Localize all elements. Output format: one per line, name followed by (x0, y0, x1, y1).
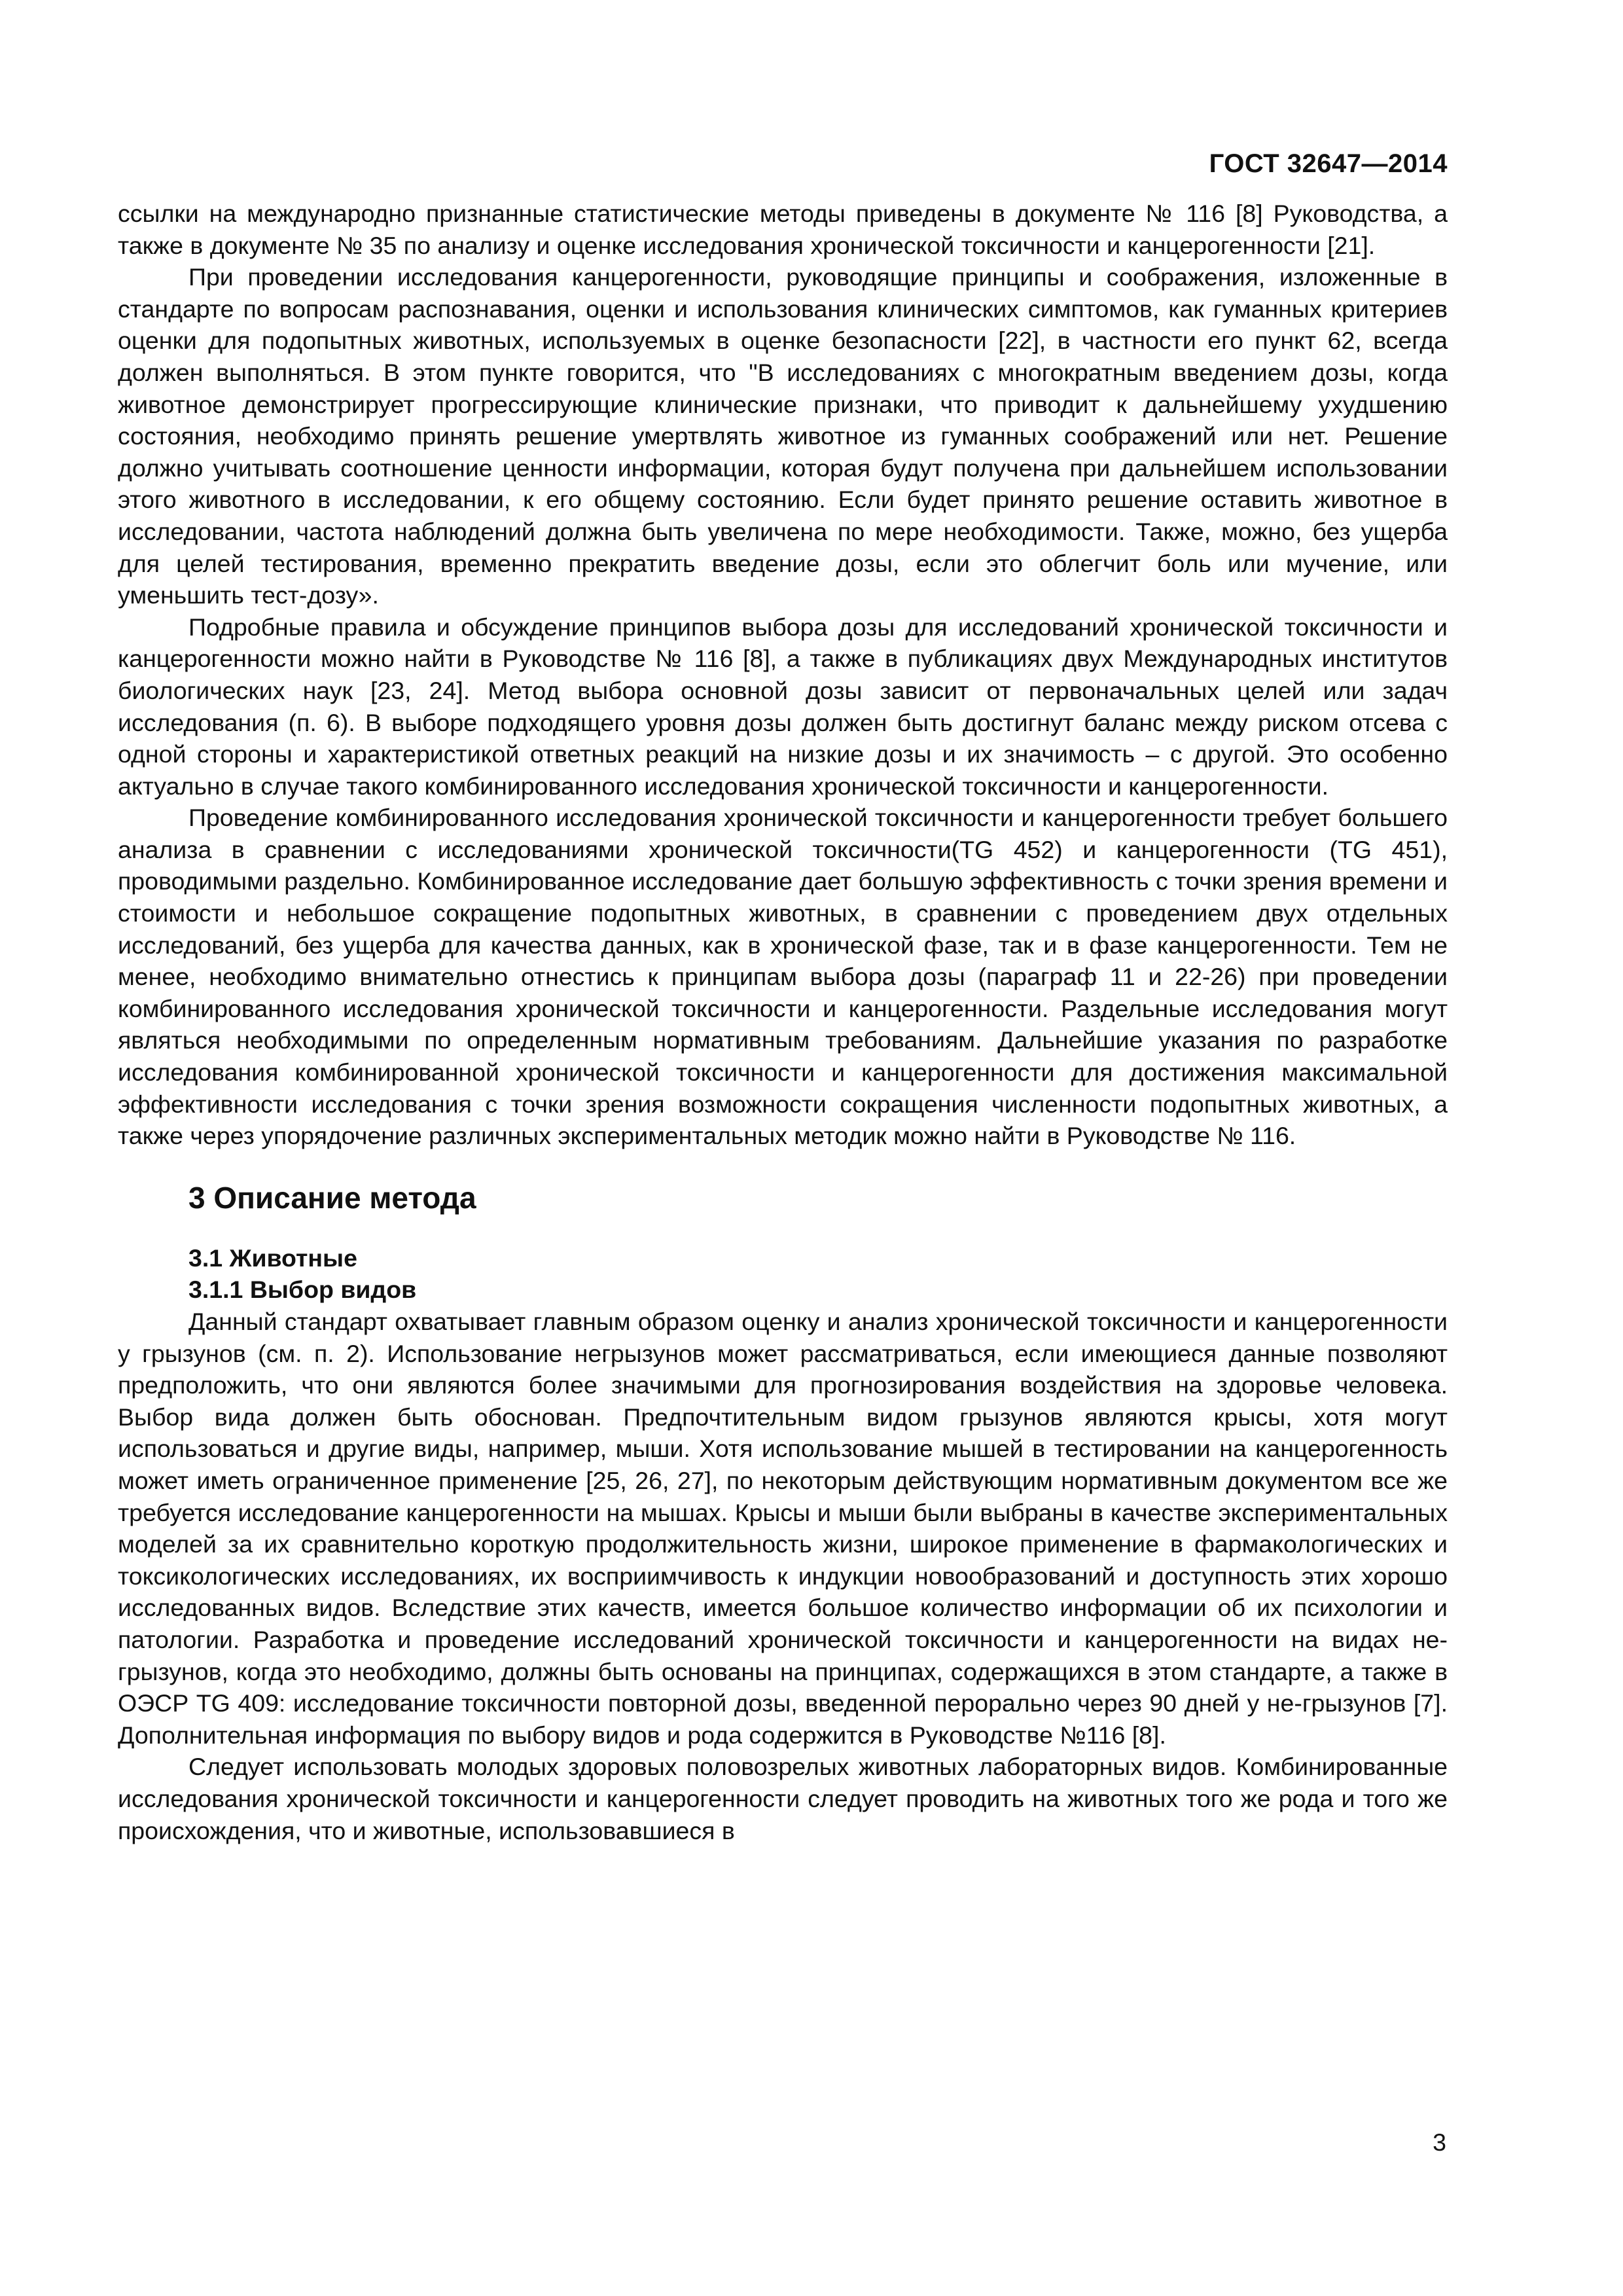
paragraph: Следует использовать молодых здоровых половозрелых животных лабораторных видов. Комбинированные исследования хронической токсичности и канцерогенности следует проводить на животных того же рода и того же происхождения, что и животные, использовавшиеся в (118, 1753, 1448, 1844)
page-content (118, 198, 1448, 1846)
subsection-heading: 3.1.1 Выбор видов (188, 1276, 417, 1304)
page-number: 3 (1433, 2128, 1446, 2156)
paragraph: Данный стандарт охватывает главным образом оценку и анализ хронической токсичности и канцерогенности у грызунов (см. п. 2). Использование негрызунов может рассматриваться, если имеющиеся данные позволяют предположить, что они являются более значимыми для прогнозирования воздействия на здоровье человека. Выбор вида должен быть обоснован. Предпочтительным видом грызунов являются крысы, хотя могут использоваться и другие виды, например, мыши. Хотя использование мышей в тестировании на канцерогенность может иметь ограниченное применение [25, 26, 27], по некоторым действующим нормативным документом все же требуется исследование канцерогенности на мышах. Крысы и мыши были выбраны в качестве экспериментальных моделей за их сравнительно короткую продолжительность жизни, широкое применение в фармакологических и токсикологических исследованиях, их восприимчивость к индукции новообразований и доступность этих хорошо исследованных видов. Вследствие этих качеств, имеется большое количество информации об их психологии и патологии. Разработка и проведение исследований хронической токсичности и канцерогенности на видах не-грызунов, когда это необходимо, должны быть основаны на принципах, содержащихся в этом стандарте, а также в ОЭСР TG 409: исследование токсичности повторной дозы, введенной перорально через 90 дней у не-грызунов [7]. Дополнительная информация по выбору видов и рода содержится в Руководстве №116 [8]. (118, 1308, 1448, 1749)
paragraph: Подробные правила и обсуждение принципов выбора дозы для исследований хронической токсичности и канцерогенности можно найти в Руководстве № 116 [8], а также в публикациях двух Международных институтов биологических наук [23, 24]. Метод выбора основной дозы зависит от первоначальных целей или задач исследования (п. 6). В выборе подходящего уровня дозы должен быть достигнут баланс между риском отсева с одной стороны и характеристикой ответных реакций на низкие дозы и их значимость – с другой. Это особенно актуально в случае такого комбинированного исследования хронической токсичности и канцерогенности. (118, 613, 1448, 800)
paragraph: ссылки на международно признанные статистические методы приведены в документе № 116 [8] Руководства, а также в документе № 35 по анализу и оценке исследования хронической токсичности и канцерогенности [21]. (118, 200, 1448, 259)
standard-code: ГОСТ 32647—2014 (1209, 149, 1448, 178)
paragraph: Проведение комбинированного исследования хронической токсичности и канцерогенности требует большего анализа в сравнении с исследованиями хронической токсичности(TG 452) и канцерогенности (TG 451), проводимыми раздельно. Комбинированное исследование дает большую эффективность с точки зрения времени и стоимости и небольшое сокращение подопытных животных, в сравнении с проведением двух отдельных исследований, без ущерба для качества данных, как в хронической фазе, так и в фазе канцерогенности. Тем не менее, необходимо внимательно отнестись к принципам выбора дозы (параграф 11 и 22-26) при проведении комбинированного исследования хронической токсичности и канцерогенности. Раздельные исследования могут являться необходимыми по определенным нормативным требованиям. Дальнейшие указания по разработке исследования комбинированной хронической токсичности и канцерогенности для достижения максимальной эффективности исследования с точки зрения возможности сокращения численности подопытных животных, а также через упорядочение различных экспериментальных методик можно найти в Руководстве № 116. (118, 804, 1448, 1150)
subsection-heading: 3.1 Животные (188, 1244, 357, 1272)
paragraph: При проведении исследования канцерогенности, руководящие принципы и соображения, изложенные в стандарте по вопросам распознавания, оценки и использования клинических симптомов, как гуманных критериев оценки для подопытных животных, используемых в оценке безопасности [22], в частности его пункт 62, всегда должен выполняться. В этом пункте говорится, что "В исследованиях с многократным введением дозы, когда животное демонстрирует прогрессирующие клинические признаки, что приводит к дальнейшему ухудшению состояния, необходимо принять решение умертвлять животное из гуманных соображений или нет. Решение должно учитывать соотношение ценности информации, которая будут получена при дальнейшем использовании этого животного в исследовании, к его общему состоянию. Если будет принято решение оставить животное в исследовании, частота наблюдений должна быть увеличена по мере необходимости. Также, можно, без ущерба для целей тестирования, временно прекратить введение дозы, если это облегчит боль или мучение, или уменьшить тест-дозу». (118, 263, 1448, 609)
section-heading: 3 Описание метода (188, 1180, 476, 1215)
